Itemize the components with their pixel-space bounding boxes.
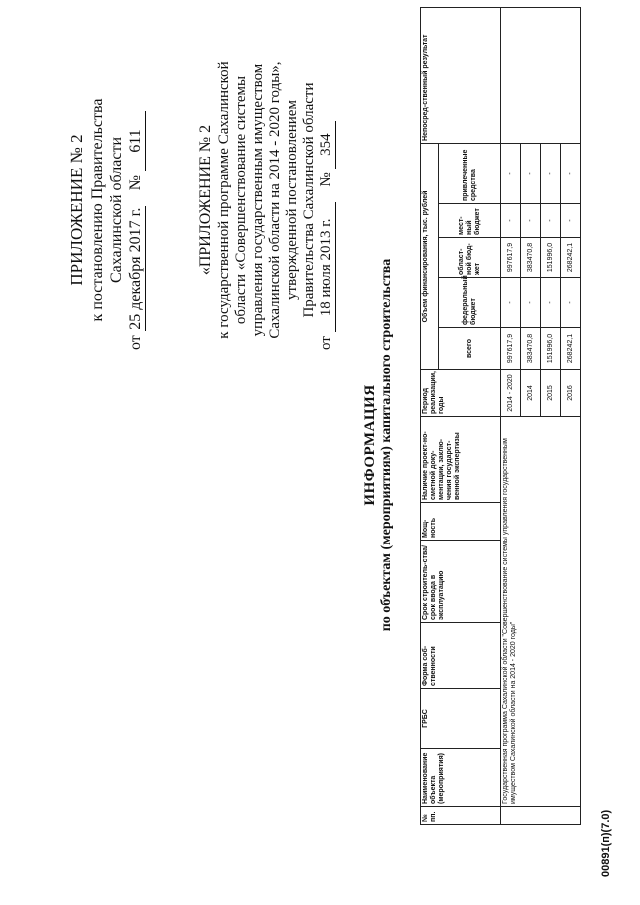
appendix-program-title: «ПРИЛОЖЕНИЕ № 2 xyxy=(197,124,214,276)
cell-attracted: - xyxy=(501,143,521,203)
cell-period: 2014 - 2020 xyxy=(501,370,521,417)
appendix-top-date-line xyxy=(126,70,146,350)
cell-result xyxy=(501,7,581,143)
col-header-attracted: привлеченные средства xyxy=(439,143,501,203)
col-header-name: Наименование объекта (мероприятия) xyxy=(421,749,501,807)
table-row xyxy=(501,7,521,824)
heading-title: ИНФОРМАЦИЯ xyxy=(362,384,378,506)
cell-regional: 151996,0 xyxy=(541,238,561,278)
cell-local: - xyxy=(521,204,541,238)
cell-program-name: Государственная программа Сахалинской области "Совершенствование системы управления государственным имуществом Сахалинской области на 2014 - 2020 годы" xyxy=(501,417,581,807)
cell-local: - xyxy=(561,204,581,238)
cell-attracted: - xyxy=(561,143,581,203)
heading-subtitle: по объектам (мероприятиям) капитального строительства xyxy=(379,258,394,632)
cell-local: - xyxy=(541,204,561,238)
capital-construction-table xyxy=(420,7,581,825)
appendix-program-block xyxy=(196,50,336,350)
col-header-capacity: Мощ-ность xyxy=(421,503,501,541)
col-header-federal: федеральный бюджет xyxy=(439,278,501,328)
appendix-program-date-line xyxy=(318,50,336,350)
cell-attracted: - xyxy=(541,143,561,203)
appendix-program-number: 354 xyxy=(318,121,336,169)
col-header-num: № пп. xyxy=(421,807,501,825)
appendix-program-line2: области «Совершенствование системы xyxy=(233,75,249,325)
cell-num xyxy=(501,807,581,825)
appendix-top-line2: Сахалинской области xyxy=(108,136,125,284)
document-heading xyxy=(362,135,395,755)
col-header-grbs: ГРБС xyxy=(421,689,501,749)
table-header-row xyxy=(421,7,439,824)
appendix-program-line1: к государственной программе Сахалинской xyxy=(216,61,232,339)
cell-local: - xyxy=(501,204,521,238)
col-header-docs: Наличие проект-но-сметной доку-ментации, заклю-чения государст-венной экспертизы xyxy=(421,417,501,503)
col-header-ownership: Форма соб-ственности xyxy=(421,623,501,689)
appendix-top-line1: к постановлению Правительства xyxy=(89,98,106,322)
cell-total: 268242,1 xyxy=(561,328,581,370)
appendix-top-number: 611 xyxy=(126,111,146,171)
col-header-result: Непосред-ственный результат xyxy=(421,7,501,143)
num-label: № xyxy=(318,172,334,187)
appendix-program-line6: Правительства Сахалинской области xyxy=(301,82,317,318)
cell-federal: - xyxy=(501,278,521,328)
appendix-top-title: ПРИЛОЖЕНИЕ № 2 xyxy=(67,134,86,286)
appendix-top-date: 25 декабря 2017 г. xyxy=(127,207,144,330)
appendix-program-line4: Сахалинской области на 2014 - 2020 годы», xyxy=(267,61,283,339)
cell-total: 383470,8 xyxy=(521,328,541,370)
cell-period: 2016 xyxy=(561,370,581,417)
col-header-term: Срок строитель-ства/срок ввода в эксплуатацию xyxy=(421,541,501,623)
appendix-program-date: 18 июля 2013 г. xyxy=(318,202,336,332)
from-label: от xyxy=(127,335,144,350)
cell-total: 997617,9 xyxy=(501,328,521,370)
col-header-funding: Объем финансирования, тыс. рублей xyxy=(421,143,439,369)
cell-total: 151996,0 xyxy=(541,328,561,370)
appendix-program-line3: управления государственным имуществом xyxy=(250,63,266,337)
cell-federal: - xyxy=(541,278,561,328)
appendix-program-line5: утвержденной постановлением xyxy=(284,100,300,300)
form-code: 00891(п)(7.0) xyxy=(600,809,612,877)
col-header-total: всего xyxy=(439,328,501,370)
num-label: № xyxy=(127,174,144,191)
cell-federal: - xyxy=(561,278,581,328)
cell-regional: 268242,1 xyxy=(561,238,581,278)
col-header-period: Период реализации, годы xyxy=(421,370,501,417)
col-header-local: мест-ный бюджет xyxy=(439,204,501,238)
cell-regional: 383470,8 xyxy=(521,238,541,278)
cell-regional: 997617,9 xyxy=(501,238,521,278)
appendix-top-block xyxy=(66,70,146,350)
from-label: от xyxy=(318,336,334,350)
cell-period: 2015 xyxy=(541,370,561,417)
cell-federal: - xyxy=(521,278,541,328)
cell-period: 2014 xyxy=(521,370,541,417)
col-header-regional: област-ной бюд-жет xyxy=(439,238,501,278)
cell-attracted: - xyxy=(521,143,541,203)
